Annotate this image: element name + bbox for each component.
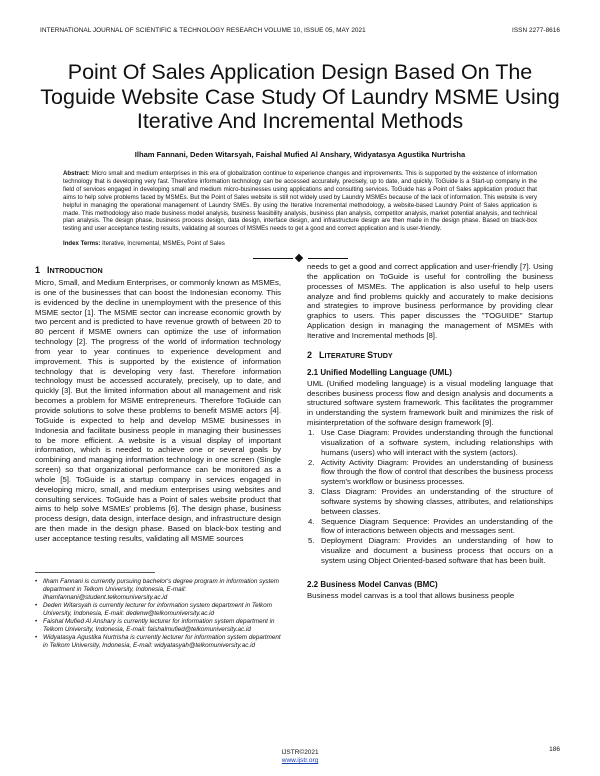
copyright-text: IJSTR©2021 xyxy=(281,749,319,756)
list-text: Use Case Diagram: Provides understanding through the functional visualization of a software system, including relationships with humans (users) who will interact with the system (actors). xyxy=(321,427,553,457)
bmc-heading: 2.2 Business Model Canvas (BMC) xyxy=(307,579,438,589)
list-item xyxy=(307,458,553,488)
literature-title-initial: L xyxy=(319,349,325,360)
journal-link[interactable]: www.ijstr.org xyxy=(281,757,319,764)
list-item xyxy=(307,536,553,566)
footnote-bullet: • xyxy=(35,634,38,641)
list-text: Class Diagram: Provides an understanding of the structure of software systems by showing classes, attributes, and relationships between classes. xyxy=(321,487,553,516)
right-column xyxy=(307,262,553,601)
literature-title-rest-2: TUDY xyxy=(373,350,393,360)
author-footnotes xyxy=(35,578,283,650)
footnote-text: Ilham Fannani is currently pursuing bachelor's degree program in information system department in Telkom University, Indonesia, E-mail: ilhamfannani@student.telkomuniversity.ac.id xyxy=(43,578,280,601)
footnote-text: Deden Witarsyah is currently lecturer for information system department in Telkom University, Indonesia, E-mail: dedenw@telkomuniversity.ac.id xyxy=(43,602,272,617)
issn-header: ISSN 2277-8616 xyxy=(512,27,560,34)
footnote-text: Faishal Mufied Al Anshary is currently lecturer for information system department in Telkom University, Indonesia, E-mail: faishalmufied@telkomuniversity.ac.id xyxy=(43,618,275,633)
list-number: 1. xyxy=(308,427,315,437)
abstract-text: Micro small and medium enterprises in this era of globalization continue to experience changes and improvements. This is supported by the existence of information technology that is developing very fast. Therefore information technology can be accessed accurately, precisely, up to date, and quickly. ToGuide is a Start-up company in the field of services engaged in developing small and medium micro-businesses using applications and consulting services. ToGuide has a Point of Sales application product that aims to help solve problems faced by MSMEs. But the Point of Sales website is still not widely used by Laundry MSMEs because of the lack of information. This website is very helpful in managing the operational management of Laundry SMEs. By using the Iterative Incremental methodology, a website-based Laundry Point of Sales application is made. This methodology also made business model analysis, business feasibility analysis, business plan analysis, competitor analysis, market potential analysis, and technical plan analysis. The design phase, business process design, data design, interface design, and infrastructure design are then made in the design phase. Based on black-box testing and user acceptance testing results, validating all sources of MSMEs needs to get a good and correct application and is user-friendly. xyxy=(63,170,537,233)
left-column xyxy=(35,264,281,544)
footnote-item xyxy=(35,578,283,602)
list-text: Activity Activity Diagram: Provides an understanding of business flow through the flow of control that describes the business process system's workflow or business processes. xyxy=(321,457,553,487)
index-terms xyxy=(63,240,537,247)
list-text: Deployment Diagram: Provides an understanding of how to visualize and document a business process that occurs on a system using Object Oriented-based software that has been built. xyxy=(321,536,553,565)
uml-diagram-list xyxy=(307,428,553,566)
separator-line-left xyxy=(253,258,293,259)
uml-heading: 2.1 Unified Modelling Language (UML) xyxy=(307,367,452,377)
footnote-rule xyxy=(35,572,155,573)
intro-title-initial: I xyxy=(47,265,50,275)
literature-section-number: 2 xyxy=(307,349,313,360)
list-text: Sequence Diagram Sequence: Provides an understanding of the flow of interactions between objects and messages sent. xyxy=(321,516,553,536)
intro-title-rest: NTRODUCTION xyxy=(49,266,103,275)
footnote-bullet: • xyxy=(35,578,38,585)
abstract-label: Abstract: xyxy=(63,170,90,177)
page-footer xyxy=(0,749,600,765)
intro-paragraph-continued: needs to get a good and correct application and user-friendly [7]. Using the application on ToGuide is useful for controlling the business processes of MSMEs. The application is also useful to help users analyze and find problems quickly and accurately to make decisions and strategies to improve business performance by providing clear graphics to users. This paper discusses the "TOGUIDE" Startup Application design in managing the management of MSMEs with Iterative and Incremental methods [8]. xyxy=(307,262,553,340)
journal-header: INTERNATIONAL JOURNAL OF SCIENTIFIC & TECHNOLOGY RESEARCH VOLUME 10, ISSUE 05, MAY 2021 xyxy=(40,27,366,34)
author-list: Ilham Fannani, Deden Witarsyah, Faishal Mufied Al Anshary, Widyatasya Agustika Nurtrisha xyxy=(134,150,466,159)
literature-title-initial-2: S xyxy=(367,349,374,360)
uml-paragraph: UML (Unified modeling language) is a visual modeling language that describes business process flow and design analysis and documents a structured software system framework. This facilitates the programmer in understanding the system framework built and minimizes the risk of misinterpretation of the software design framework [9]. xyxy=(307,378,553,428)
index-terms-text: Iterative, Incremental, MSMEs, Point of Sales xyxy=(100,240,225,247)
index-terms-label: Index Terms: xyxy=(63,240,101,247)
intro-paragraph: Micro, Small, and Medium Enterprises, or commonly known as MSMEs, is one of the businesses that can boost the Indonesian economy. This is evidenced by the decline in unemployment with the presence of this MSME sector [1]. The MSME sector can increase economic growth by two percent and is predicted to have revenue growth of between 20 to 80 percent if MSME owners can optimize the use of information technology [2]. The progress of the world of information technology from year to year continues to experience development and improvement. This is supported by the existence of information technology that is developing very fast. Therefore information technology must be accessed accurately, precisely, up to date, and quickly [3]. But the limited information about all management and risk becomes a problem for MSME entrepreneurs. Therefore ToGuide can provide solutions to solve these problems to benefit MSME actors [4]. ToGuide is expected to help and develop MSME businesses in Indonesia and facilitate business people in managing their businesses to be more efficient. A website is a visual display of important information, which is needed to achieve one or several goals by combining and managing information technology in one screen (Single screen) so that organizational performance can be monitored as a whole [5]. ToGuide is a startup company in services engaged in developing micro, small, and medium enterprises using websites and consulting services. ToGuide has a Point of sales website product that aims to help solve MSMEs' problems [6]. The design phase, business process design, data design, interface design, and infrastructure design are then made in the design phase. Based on black-box testing and user acceptance testing results, validating all MSME sources xyxy=(35,278,281,543)
footnote-bullet: • xyxy=(35,602,38,609)
list-number: 4. xyxy=(308,516,315,526)
list-item xyxy=(307,487,553,517)
intro-section-number: 1 xyxy=(35,265,41,275)
intro-heading xyxy=(35,264,281,277)
paper-title: Point Of Sales Application Design Based On The Toguide Website Case Study Of Laundry MSME Using Iterative And Incremental Methods xyxy=(40,60,560,133)
footnote-text: Widyatasya Agustika Nurtrisha is currently lecturer for information system department in Telkom University, Indonesia, E-mail: widyatasyah@telkomuniversity.ac.id xyxy=(43,634,281,649)
diamond-icon xyxy=(295,253,303,261)
literature-heading xyxy=(307,349,553,362)
list-number: 2. xyxy=(308,457,315,467)
page-number: 186 xyxy=(549,746,560,753)
footnote-bullet: • xyxy=(35,618,38,625)
abstract xyxy=(63,170,537,233)
literature-title-rest: ITERATURE xyxy=(324,350,368,360)
footnote-item xyxy=(35,618,283,634)
list-item xyxy=(307,517,553,537)
list-item xyxy=(307,428,553,458)
footnote-item xyxy=(35,602,283,618)
footnote-item xyxy=(35,634,283,650)
section-separator xyxy=(253,254,348,262)
separator-line-right xyxy=(308,258,348,259)
bmc-paragraph: Business model canvas is a tool that allows business people xyxy=(307,590,515,600)
list-number: 5. xyxy=(308,536,315,546)
list-number: 3. xyxy=(308,487,315,497)
